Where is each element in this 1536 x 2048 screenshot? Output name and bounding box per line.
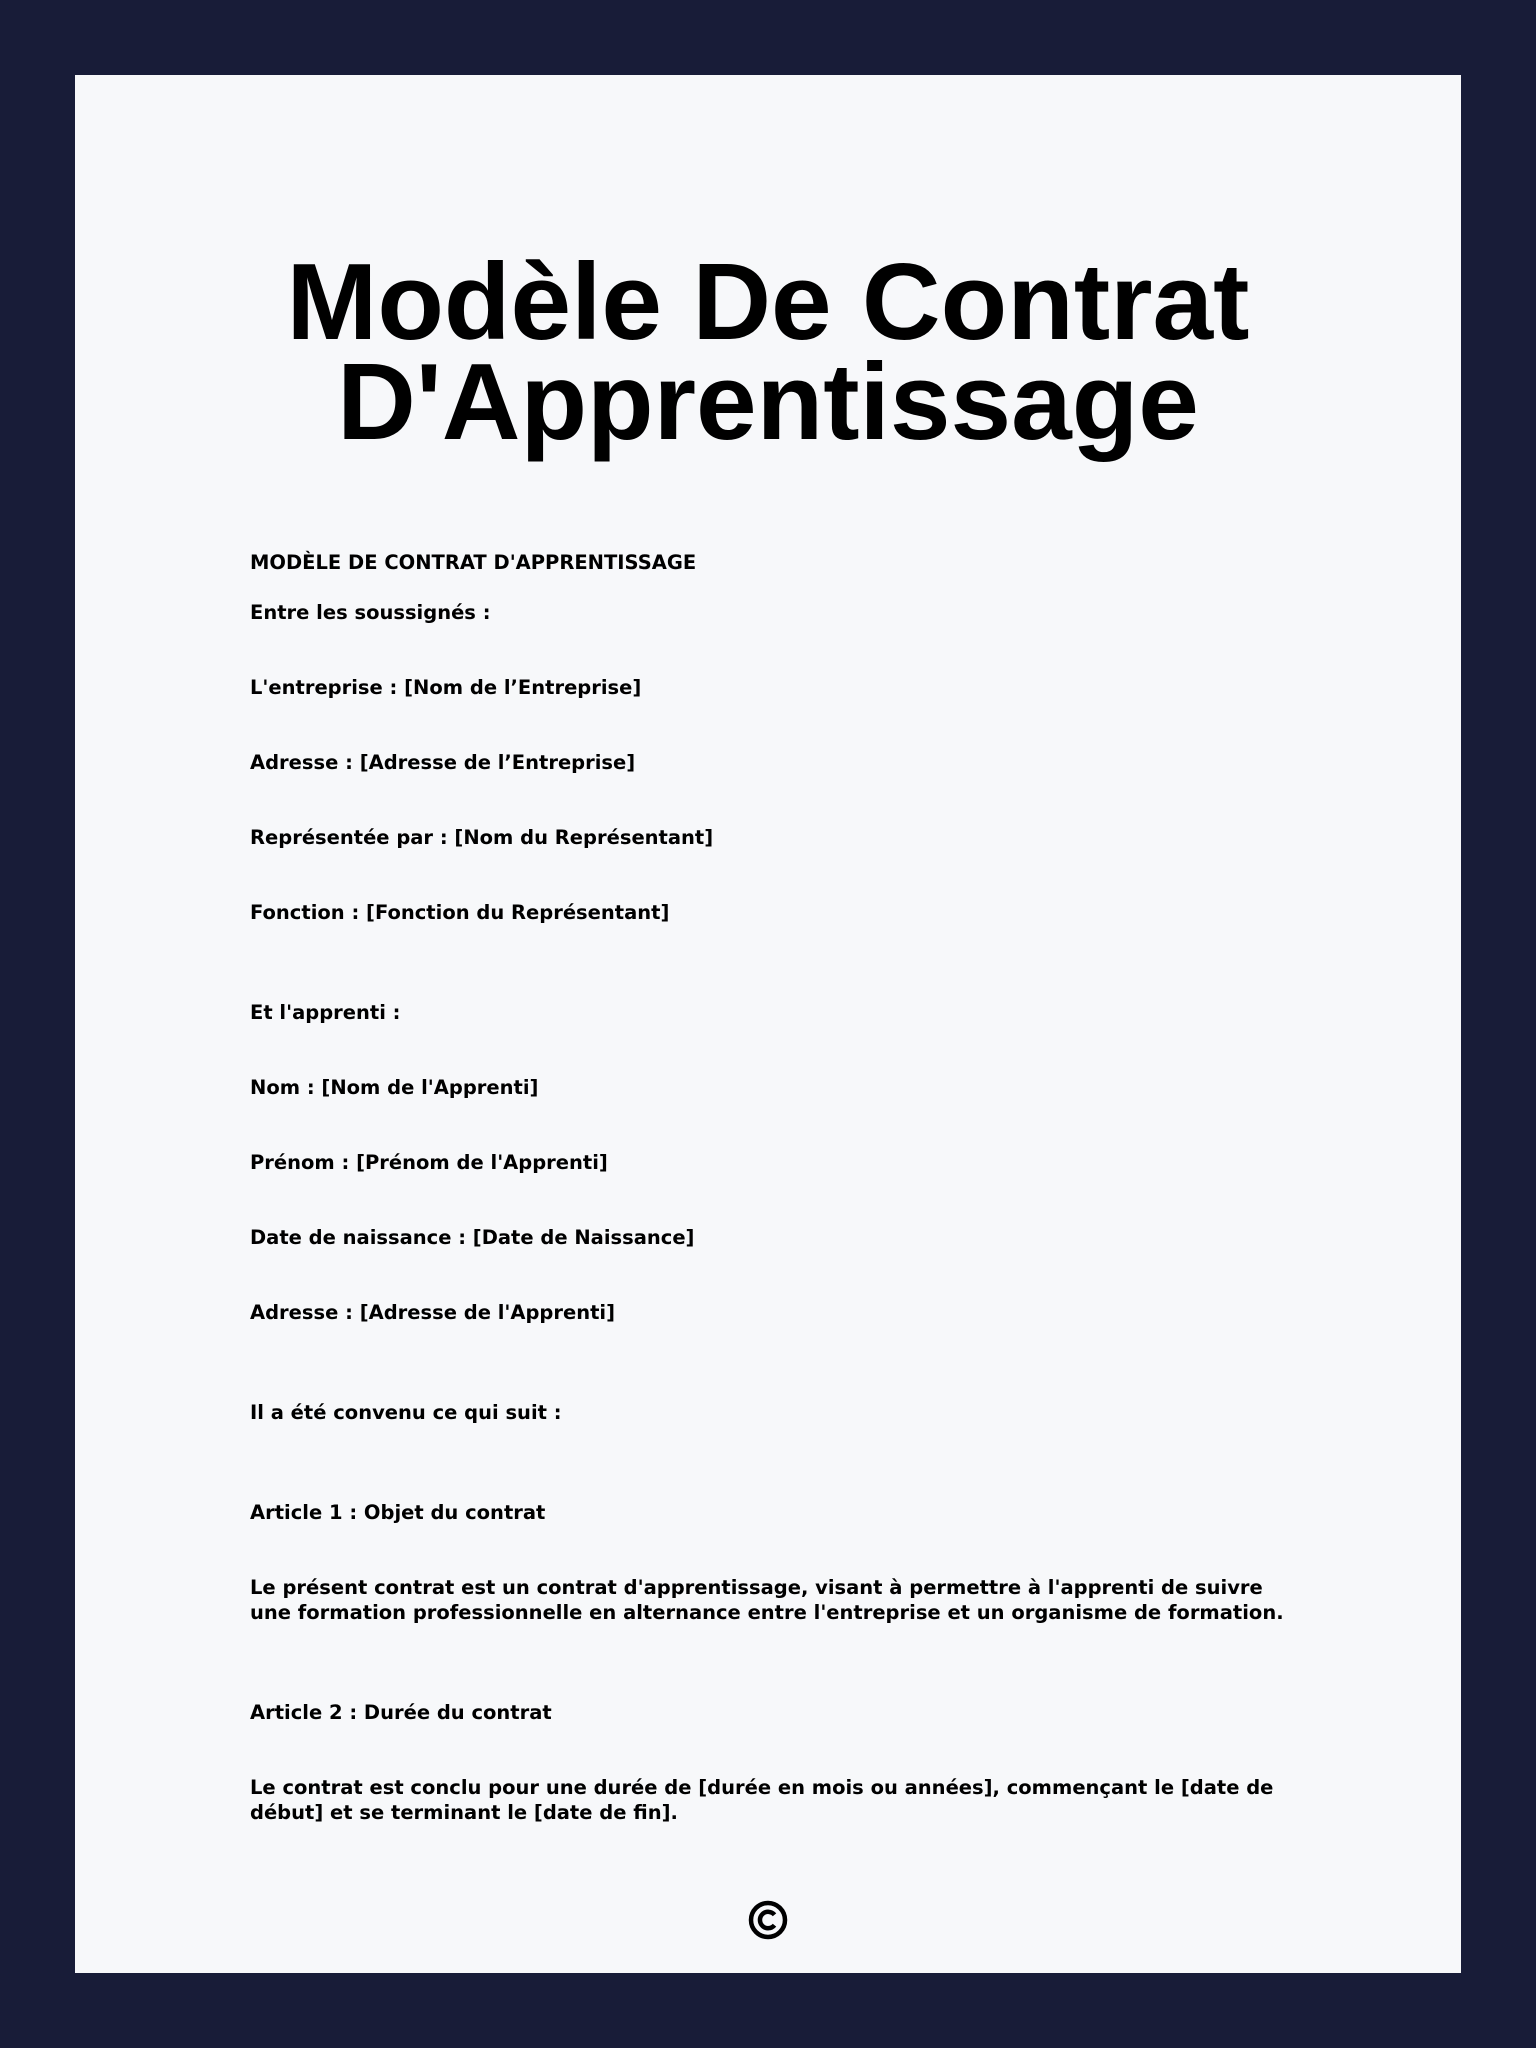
- title-line-2: D'Apprentissage: [337, 341, 1199, 463]
- page-title: [75, 241, 1461, 463]
- apprentice-address-line: Adresse : [Adresse de l'Apprenti]: [250, 1301, 616, 1324]
- article-1-title: Article 1 : Objet du contrat: [250, 1501, 546, 1524]
- company-address-line: Adresse : [Adresse de l’Entreprise]: [250, 751, 636, 774]
- contract-heading: MODÈLE DE CONTRAT D'APPRENTISSAGE: [250, 551, 697, 574]
- agreement-intro: Il a été convenu ce qui suit :: [250, 1401, 562, 1424]
- document-page: [75, 75, 1461, 1973]
- article-2-title: Article 2 : Durée du contrat: [250, 1701, 552, 1724]
- apprentice-name-line: Nom : [Nom de l'Apprenti]: [250, 1076, 539, 1099]
- title-line-1: Modèle De Contrat: [286, 241, 1250, 363]
- apprentice-birthdate-line: Date de naissance : [Date de Naissance]: [250, 1226, 695, 1249]
- function-line: Fonction : [Fonction du Représentant]: [250, 901, 670, 924]
- copyright-icon: [748, 1900, 788, 1940]
- article-1-body: Le présent contrat est un contrat d'apprentissage, visant à permettre à l'apprenti de suivre une formation professionnelle en alternance entre l'entreprise et un organisme de formation.: [250, 1576, 1284, 1624]
- parties-intro: Entre les soussignés :: [250, 601, 491, 624]
- apprentice-intro: Et l'apprenti :: [250, 1001, 401, 1024]
- representative-line: Représentée par : [Nom du Représentant]: [250, 826, 714, 849]
- footer: [75, 1900, 1461, 1944]
- company-name-line: L'entreprise : [Nom de l’Entreprise]: [250, 676, 642, 699]
- article-2-body: Le contrat est conclu pour une durée de [durée en mois ou années], commençant le [date de début] et se terminant le [date de fin].: [250, 1776, 1281, 1824]
- apprentice-firstname-line: Prénom : [Prénom de l'Apprenti]: [250, 1151, 608, 1174]
